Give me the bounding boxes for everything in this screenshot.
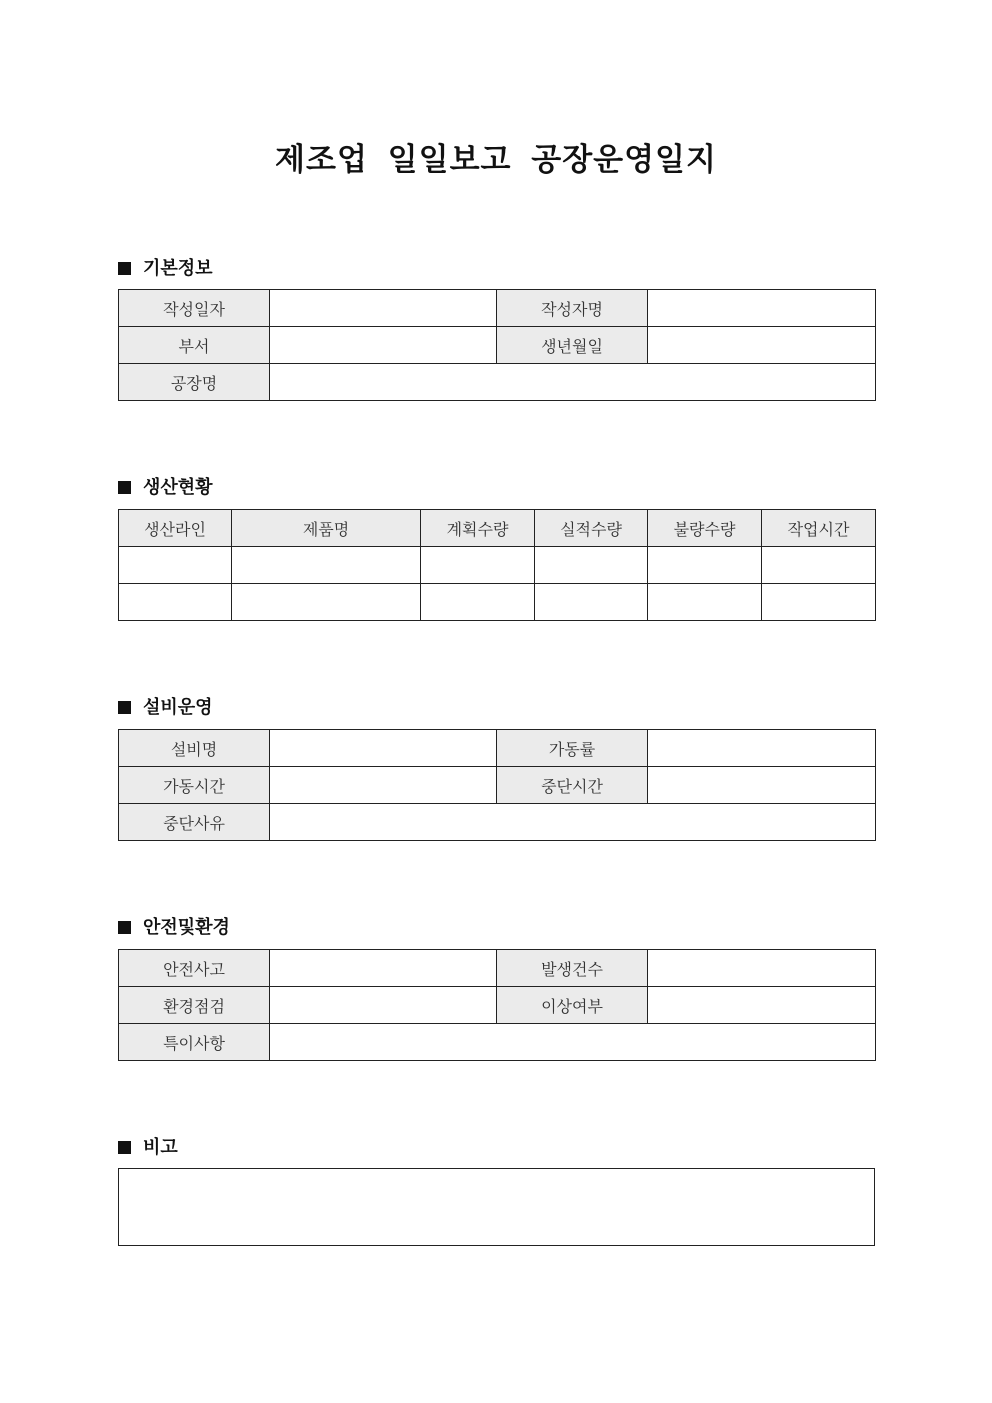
input-cell[interactable] xyxy=(648,547,762,584)
table-row xyxy=(119,987,876,1024)
section-heading-equipment xyxy=(118,693,213,719)
section-heading-label: 안전및환경 xyxy=(143,917,230,938)
input-cell[interactable] xyxy=(648,327,876,364)
input-cell[interactable] xyxy=(232,584,421,621)
column-header: 생산라인 xyxy=(119,510,232,547)
production-table xyxy=(118,509,876,621)
label-cell: 안전사고 xyxy=(119,950,270,987)
table-row xyxy=(119,327,876,364)
input-cell[interactable] xyxy=(270,767,497,804)
label-cell: 특이사항 xyxy=(119,1024,270,1061)
label-cell: 가동시간 xyxy=(119,767,270,804)
input-cell[interactable] xyxy=(270,804,876,841)
input-cell[interactable] xyxy=(270,730,497,767)
column-header: 계획수량 xyxy=(421,510,535,547)
section-heading-label: 생산현황 xyxy=(143,477,213,498)
label-cell: 설비명 xyxy=(119,730,270,767)
remarks-table xyxy=(118,1168,875,1246)
basic-info-table xyxy=(118,289,876,401)
square-bullet-icon xyxy=(118,1141,131,1154)
label-cell: 부서 xyxy=(119,327,270,364)
section-heading-label: 비고 xyxy=(143,1137,178,1158)
input-cell[interactable] xyxy=(421,547,535,584)
table-row xyxy=(119,1024,876,1061)
label-cell: 작성일자 xyxy=(119,290,270,327)
section-heading-label: 설비운영 xyxy=(143,697,213,718)
section-heading-basic xyxy=(118,254,213,280)
input-cell[interactable] xyxy=(762,584,876,621)
column-header: 작업시간 xyxy=(762,510,876,547)
input-cell[interactable] xyxy=(270,290,497,327)
input-cell[interactable] xyxy=(119,584,232,621)
remarks-input-cell[interactable] xyxy=(119,1169,875,1246)
input-cell[interactable] xyxy=(270,327,497,364)
input-cell[interactable] xyxy=(648,584,762,621)
equipment-table xyxy=(118,729,876,841)
label-cell: 중단시간 xyxy=(497,767,648,804)
table-row xyxy=(119,364,876,401)
label-cell: 생년월일 xyxy=(497,327,648,364)
input-cell[interactable] xyxy=(648,730,876,767)
safety-table xyxy=(118,949,876,1061)
table-row xyxy=(119,767,876,804)
table-row xyxy=(119,547,876,584)
section-heading-label: 기본정보 xyxy=(143,258,213,279)
label-cell: 가동률 xyxy=(497,730,648,767)
input-cell[interactable] xyxy=(762,547,876,584)
square-bullet-icon xyxy=(118,481,131,494)
label-cell: 공장명 xyxy=(119,364,270,401)
table-row xyxy=(119,290,876,327)
label-cell: 중단사유 xyxy=(119,804,270,841)
input-cell[interactable] xyxy=(270,364,876,401)
label-cell: 이상여부 xyxy=(497,987,648,1024)
page-title: 제조업 일일보고 공장운영일지 xyxy=(275,142,717,178)
input-cell[interactable] xyxy=(648,987,876,1024)
input-cell[interactable] xyxy=(232,547,421,584)
input-cell[interactable] xyxy=(270,1024,876,1061)
table-row xyxy=(119,730,876,767)
input-cell[interactable] xyxy=(648,767,876,804)
section-heading-remarks xyxy=(118,1133,178,1159)
section-heading-production xyxy=(118,473,213,499)
table-row xyxy=(119,584,876,621)
input-cell[interactable] xyxy=(270,950,497,987)
column-header: 실적수량 xyxy=(535,510,648,547)
column-header: 불량수량 xyxy=(648,510,762,547)
input-cell[interactable] xyxy=(648,290,876,327)
table-row xyxy=(119,950,876,987)
section-heading-safety xyxy=(118,913,230,939)
input-cell[interactable] xyxy=(421,584,535,621)
column-header: 제품명 xyxy=(232,510,421,547)
square-bullet-icon xyxy=(118,701,131,714)
table-row xyxy=(119,804,876,841)
label-cell: 환경점검 xyxy=(119,987,270,1024)
table-row xyxy=(119,1169,875,1246)
label-cell: 발생건수 xyxy=(497,950,648,987)
input-cell[interactable] xyxy=(270,987,497,1024)
label-cell: 작성자명 xyxy=(497,290,648,327)
square-bullet-icon xyxy=(118,262,131,275)
square-bullet-icon xyxy=(118,921,131,934)
table-header-row xyxy=(119,510,876,547)
input-cell[interactable] xyxy=(535,584,648,621)
input-cell[interactable] xyxy=(648,950,876,987)
input-cell[interactable] xyxy=(535,547,648,584)
input-cell[interactable] xyxy=(119,547,232,584)
